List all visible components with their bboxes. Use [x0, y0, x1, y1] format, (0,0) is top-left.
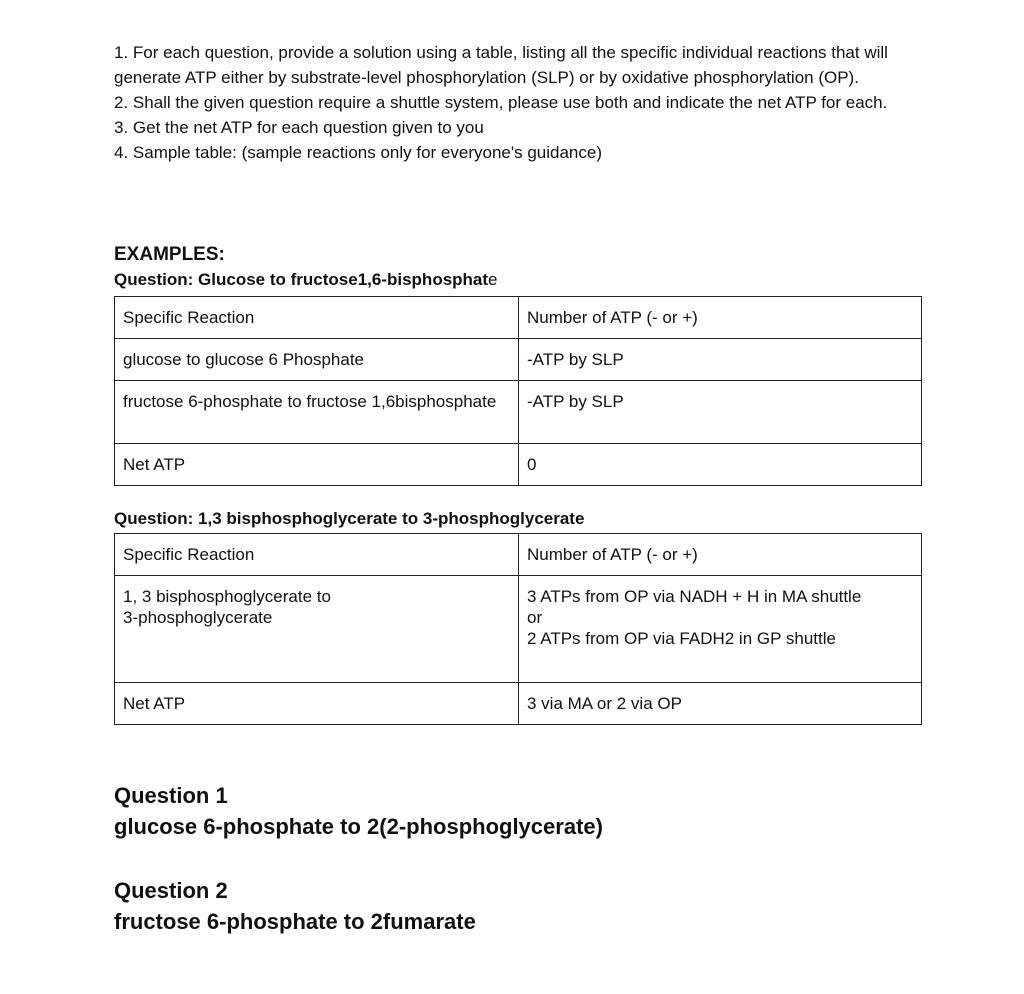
instruction-4: 4. Sample table: (sample reactions only for everyone's guidance) — [114, 143, 603, 162]
table-header-row — [115, 297, 922, 339]
atp-line-3: 2 ATPs from OP via FADH2 in GP shuttle — [527, 629, 836, 648]
question-2 — [114, 875, 476, 937]
reaction-cell — [115, 576, 519, 683]
question-2-text: fructose 6-phosphate to 2fumarate — [114, 909, 476, 934]
example1-title-bold: Question: Glucose to fructose1,6-bisphosphat — [114, 270, 489, 289]
example1-table — [114, 296, 922, 486]
example1-title — [114, 270, 498, 290]
table-row — [115, 381, 922, 444]
net-atp-value: 0 — [519, 444, 922, 486]
instruction-3: 3. Get the net ATP for each question given to you — [114, 118, 484, 137]
net-atp-value: 3 via MA or 2 via OP — [519, 683, 922, 725]
table-header-row — [115, 534, 922, 576]
reaction-line-2: 3-phosphoglycerate — [123, 608, 273, 627]
header-number-of-atp: Number of ATP (- or +) — [519, 297, 922, 339]
net-atp-row — [115, 444, 922, 486]
header-specific-reaction: Specific Reaction — [115, 297, 519, 339]
net-atp-label: Net ATP — [115, 683, 519, 725]
reaction-cell: fructose 6-phosphate to fructose 1,6bisphosphate — [115, 381, 519, 444]
reaction-cell: glucose to glucose 6 Phosphate — [115, 339, 519, 381]
table-row — [115, 339, 922, 381]
net-atp-label: Net ATP — [115, 444, 519, 486]
atp-cell: -ATP by SLP — [519, 381, 922, 444]
question-1-text: glucose 6-phosphate to 2(2-phosphoglycerate) — [114, 814, 603, 839]
net-atp-row — [115, 683, 922, 725]
question-1-label: Question 1 — [114, 783, 228, 808]
question-2-label: Question 2 — [114, 878, 228, 903]
atp-line-1: 3 ATPs from OP via NADH + H in MA shuttle — [527, 587, 862, 606]
instruction-1: 1. For each question, provide a solution using a table, listing all the specific individual reactions that will generate ATP either by substrate-level phosphorylation (SLP) or by oxidative phosphorylation (OP). — [114, 43, 888, 87]
atp-cell: -ATP by SLP — [519, 339, 922, 381]
atp-line-2: or — [527, 608, 543, 627]
atp-cell — [519, 576, 922, 683]
instruction-2: 2. Shall the given question require a shuttle system, please use both and indicate the net ATP for each. — [114, 93, 888, 112]
instructions — [114, 40, 922, 165]
reaction-line-1: 1, 3 bisphosphoglycerate to — [123, 587, 331, 606]
header-specific-reaction: Specific Reaction — [115, 534, 519, 576]
example1-title-tail: e — [488, 270, 498, 289]
example2-title: Question: 1,3 bisphosphoglycerate to 3-phosphoglycerate — [114, 509, 585, 528]
examples-heading: EXAMPLES: — [114, 244, 225, 265]
example2-table — [114, 533, 922, 725]
table-row — [115, 576, 922, 683]
header-number-of-atp: Number of ATP (- or +) — [519, 534, 922, 576]
question-1 — [114, 780, 603, 842]
